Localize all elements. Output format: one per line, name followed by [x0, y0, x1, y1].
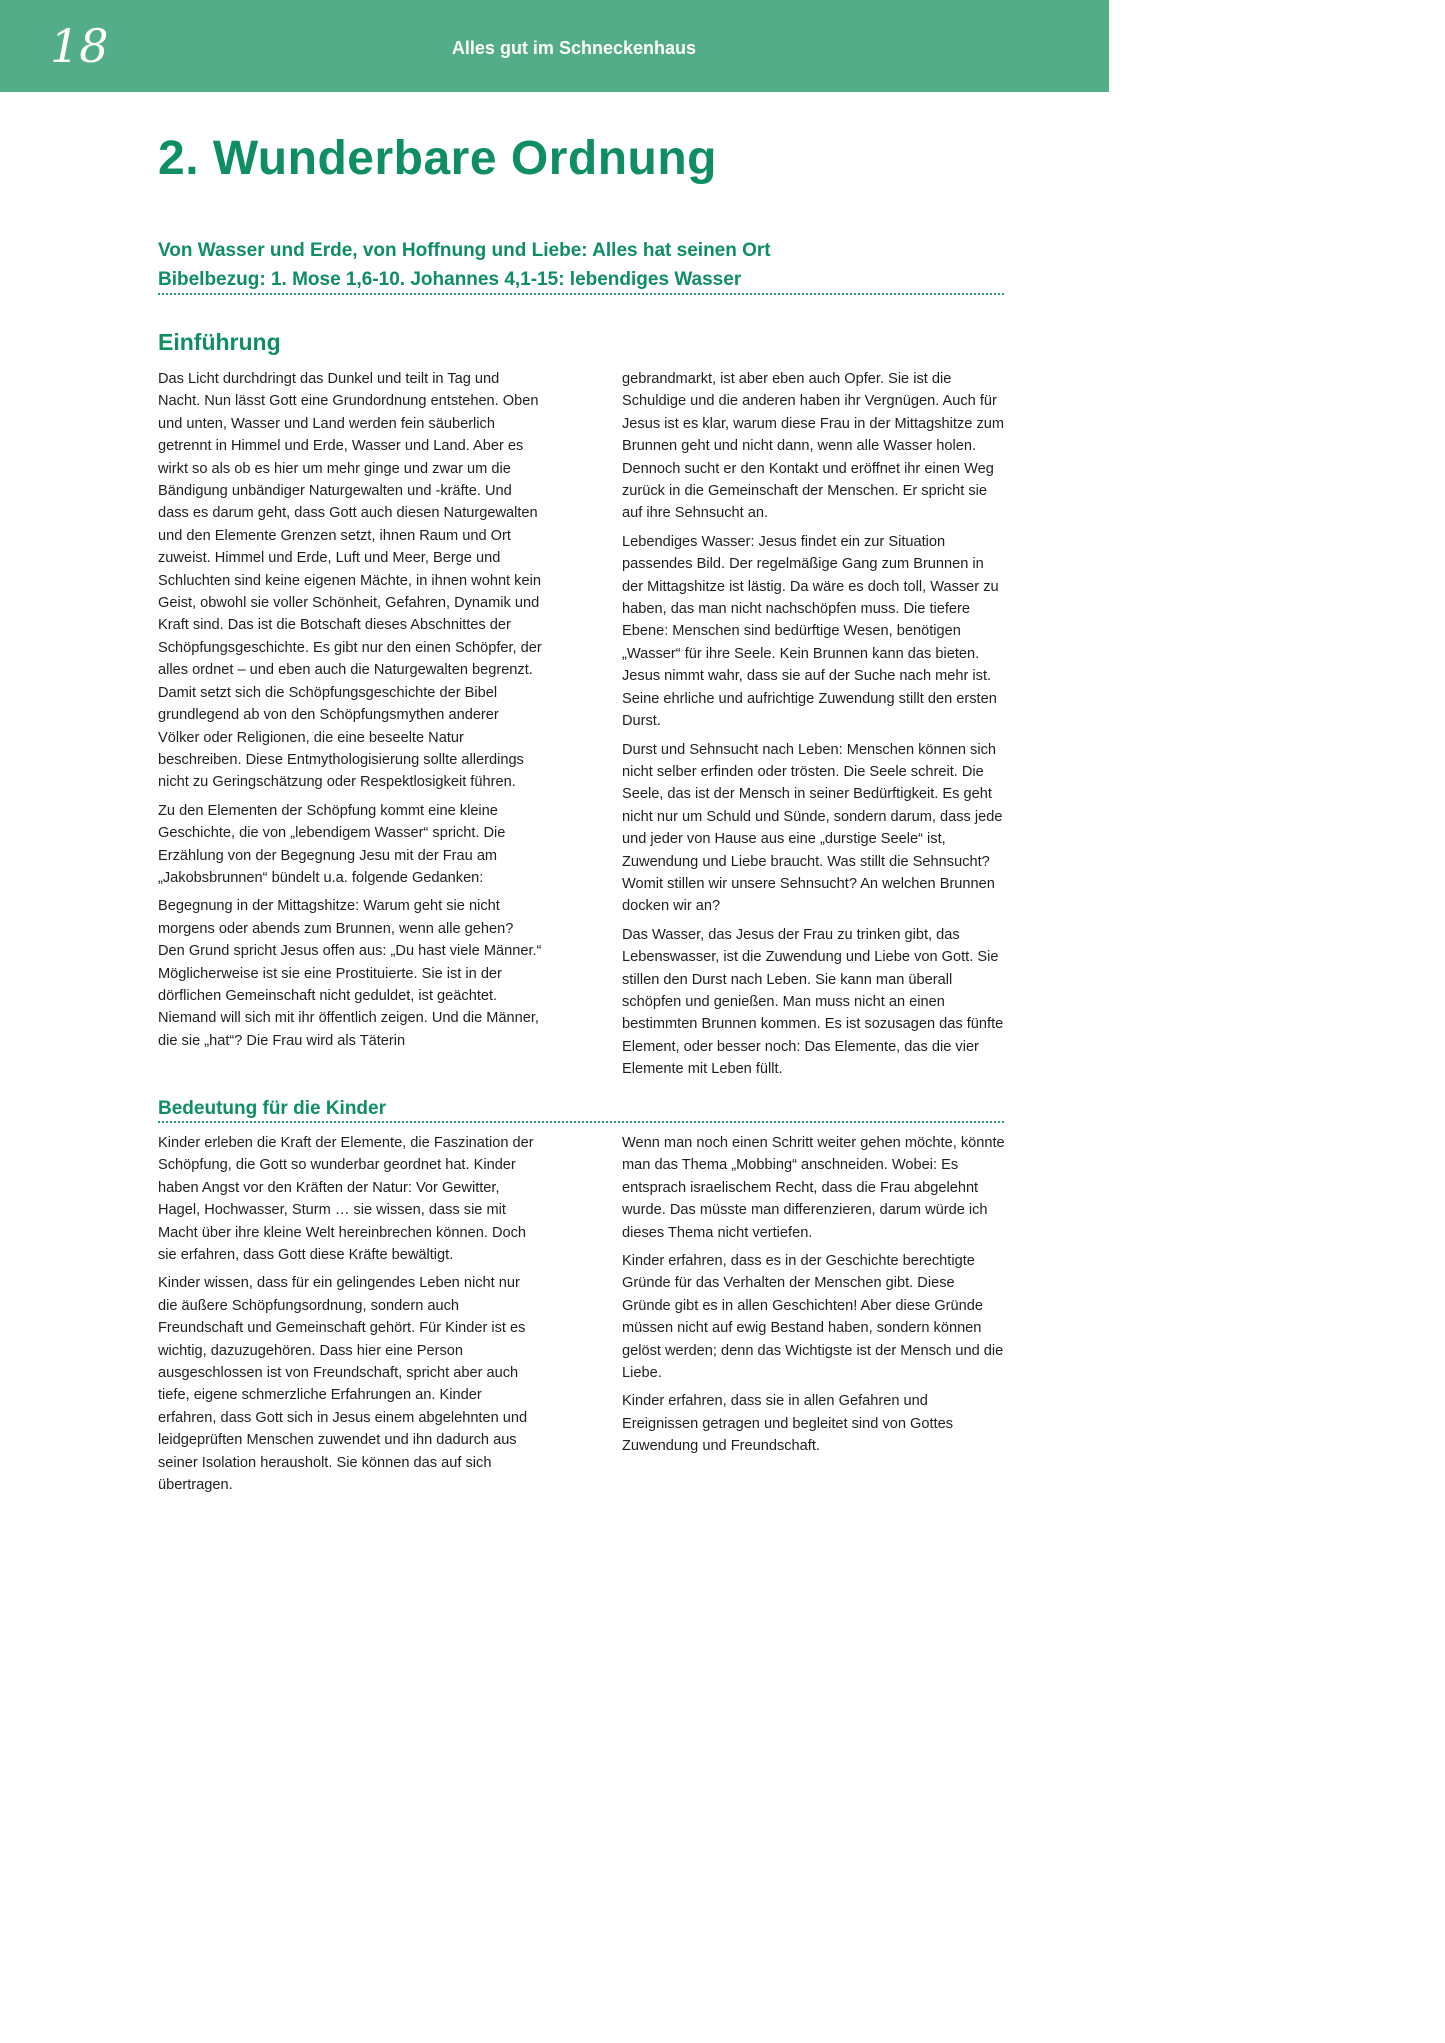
paragraph: Durst und Sehnsucht nach Leben: Menschen können sich nicht selber erfinden oder trösten. Die Seele schreit. Die Seele, das ist der Mensch in seiner Bedürftigkeit. Es geht nicht nur um Schuld und Sünde, sondern darum, dass jede und jeder von Hause aus eine „durstige Seele“ ist, Zuwendung und Liebe braucht. Was stillt die Sehnsucht? Womit stillen wir unsere Sehnsucht? An welchen Brunnen docken wir an?	[622, 741, 1003, 915]
paragraph: Das Wasser, das Jesus der Frau zu trinken gibt, das Lebenswasser, ist die Zuwendung und Liebe von Gott. Sie stillen den Durst nach Leben. Sie kann man überall schöpfen und genießen. Man muss nicht an einen bestimmten Brunnen kommen. Es ist sozusagen das fünfte Element, oder besser noch: Das Elemente, das die vier Elemente mit Leben füllt.	[622, 926, 1004, 1078]
paragraph: Kinder wissen, dass für ein gelingendes Leben nicht nur die äußere Schöpfungsordnung, sondern auch Freundschaft und Gemeinschaft gehört. Für Kinder ist es wichtig, dazuzugehören. Dass hier eine Person ausgeschlossen ist von Freundschaft, spricht aber auch tiefe, eigene schmerzliche Erfahrungen an. Kinder erfahren, dass Gott sich in Jesus einem abgelehnten und leidgeprüften Menschen zuwendet und ihn dadurch aus seiner Isolation herausholt. Sie können das auf sich übertragen.	[158, 1275, 528, 1494]
paragraph: Kinder erleben die Kraft der Elemente, die Faszination der Schöpfung, die Gott so wunderbar geordnet hat. Kinder haben Angst vor den Kräften der Natur: Vor Gewitter, Hagel, Hochwasser, Sturm … sie wissen, dass sie mit Macht über ihre kleine Welt hereinbrechen können. Doch sie erfahren, dass Gott diese Kräfte bewältigt.	[158, 1135, 534, 1264]
chapter-subtitle	[158, 236, 1004, 294]
paragraph: Kinder erfahren, dass es in der Geschichte berechtigte Gründe für das Verhalten der Menschen gibt. Diese Gründe gibt es in allen Geschichten! Aber diese Gründe müssen nicht auf ewig Bestand haben, sondern können gelöst werden; denn das Wichtigste ist der Mensch und die Liebe.	[622, 1253, 1004, 1382]
chapter-title: 2. Wunderbare Ordnung	[158, 132, 717, 185]
meaning-right-column	[622, 1132, 1006, 1464]
paragraph: Zu den Elementen der Schöpfung kommt eine kleine Geschichte, die von „lebendigem Wasser“ spricht. Die Erzählung von der Begegnung Jesu mit der Frau am „Jakobsbrunnen“ bündelt u.a. folgende Gedanken:	[158, 802, 506, 886]
paragraph: Begegnung in der Mittagshitze: Warum geht sie nicht morgens oder abends zum Brunnen, wenn alle gehen? Den Grund spricht Jesus offen aus: „Du hast viele Männer.“ Möglicherweise ist sie eine Prostituierte. Sie ist in der dörflichen Gemeinschaft nicht geduldet, ist geächtet. Niemand will sich mit ihr öffentlich zeigen. Und die Männer, die sie „hat“? Die Frau wird als Täterin	[158, 898, 542, 1049]
running-title: Alles gut im Schneckenhaus	[451, 38, 696, 58]
intro-right-column	[622, 368, 1006, 1087]
section-heading-intro: Einführung	[158, 329, 281, 355]
paragraph: Lebendiges Wasser: Jesus findet ein zur Situation passendes Bild. Der regelmäßige Gang zum Brunnen in der Mittagshitze ist lästig. Da wäre es doch toll, Wasser zu haben, das man nicht nachschöpfen muss. Die tiefere Ebene: Menschen sind bedürftige Wesen, benötigen „Wasser“ für ihre Seele. Kein Brunnen kann das bieten. Jesus nimmt wahr, dass sie auf der Suche nach mehr ist. Seine ehrliche und aufrichtige Zuwendung stillt den ersten Durst.	[622, 533, 999, 730]
subtitle-divider	[158, 293, 1004, 295]
subtitle-line-1: Von Wasser und Erde, von Hoffnung und Liebe: Alles hat seinen Ort	[158, 240, 771, 261]
paragraph: Kinder erfahren, dass sie in allen Gefahren und Ereignissen getragen und begleitet sind von Gottes Zuwendung und Freundschaft.	[622, 1393, 954, 1455]
paragraph: gebrandmarkt, ist aber eben auch Opfer. Sie ist die Schuldige und die anderen haben ihr Vergnügen. Auch für Jesus ist es klar, warum diese Frau in der Mittagshitze zum Brunnen geht und nicht dann, wenn alle Wasser holen. Dennoch sucht er den Kontakt und eröffnet ihr einen Weg zurück in die Gemeinschaft der Menschen. Er spricht sie auf ihre Sehnsucht an.	[622, 371, 1005, 522]
section-divider	[158, 1121, 1004, 1123]
paragraph: Wenn man noch einen Schritt weiter gehen möchte, könnte man das Thema „Mobbing“ anschneiden. Wobei: Es entsprach israelischem Recht, dass die Frau abgelehnt wurde. Das müsste man differenzieren, darum würde ich dieses Thema nicht vertiefen.	[622, 1135, 1005, 1241]
subtitle-line-2: Bibelbezug: 1. Mose 1,6-10. Johannes 4,1-15: lebendiges Wasser	[158, 269, 742, 290]
page-number: 18	[50, 19, 109, 73]
paragraph: Das Licht durchdringt das Dunkel und teilt in Tag und Nacht. Nun lässt Gott eine Grundordnung entstehen. Oben und unten, Wasser und Land werden fein säuberlich getrennt in Himmel und Erde, Wasser und Land. Aber es wirkt so als ob es hier um mehr ginge und zwar um die Bändigung unbändiger Naturgewalten und -kräfte. Und dass es darum geht, dass Gott auch diesen Naturgewalten und den Elemente Grenzen setzt, ihnen Raum und Ort zuweist. Himmel und Erde, Luft und Meer, Berge und Schluchten sind keine eigenen Mächte, in ihnen wohnt kein Geist, obwohl sie voller Schönheit, Gefahren, Dynamik und Kraft sind. Das ist die Botschaft dieses Abschnittes der Schöpfungsgeschichte. Es gibt nur den einen Schöpfer, der alles ordnet – und eben auch die Naturgewalten begrenzt. Damit setzt sich die Schöpfungsgeschichte der Bibel grundlegend ab von den Schöpfungsmythen anderer Völker oder Religionen, die eine beseelte Natur beschreiben. Diese Entmythologisierung sollte allerdings nicht zu Geringschätzung oder Respektlosigkeit führen.	[158, 371, 542, 791]
section-heading-meaning: Bedeutung für die Kinder	[158, 1098, 386, 1119]
header-band	[0, 0, 1109, 92]
meaning-left-column	[158, 1132, 542, 1503]
intro-left-column	[158, 368, 542, 1058]
